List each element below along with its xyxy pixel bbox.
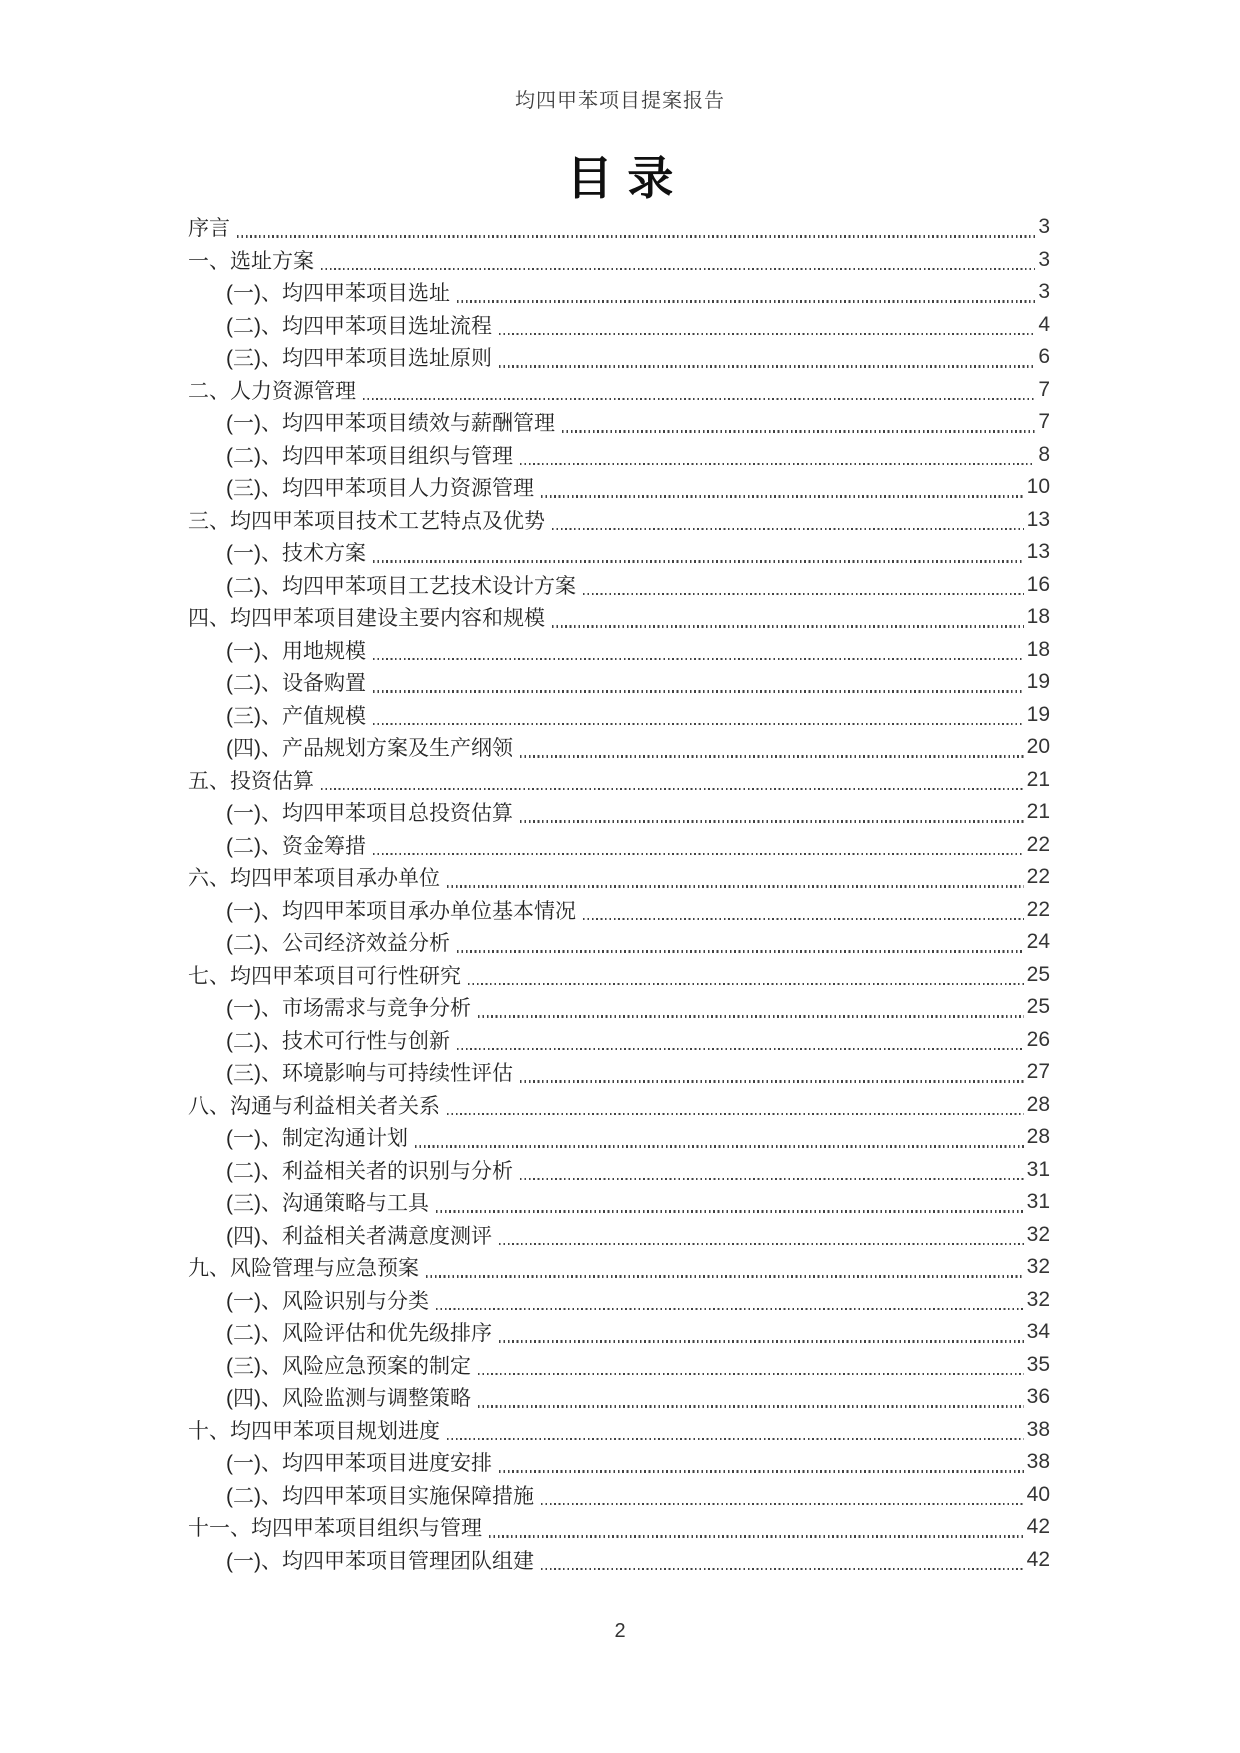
toc-entry[interactable] xyxy=(188,634,1050,667)
toc-dot-leader xyxy=(426,1275,1024,1277)
toc-entry-label: (四)、产品规划方案及生产纲领 xyxy=(226,737,513,761)
toc-dot-leader xyxy=(552,528,1024,530)
toc-entry[interactable] xyxy=(188,1511,1050,1544)
toc-dot-leader xyxy=(520,1178,1024,1180)
toc-entry[interactable] xyxy=(188,1024,1050,1057)
toc-dot-leader xyxy=(436,1210,1024,1212)
toc-entry[interactable] xyxy=(188,601,1050,634)
toc-entry[interactable] xyxy=(188,1089,1050,1122)
toc-dot-leader xyxy=(363,398,1035,400)
toc-entry-label: (三)、风险应急预案的制定 xyxy=(226,1354,471,1378)
toc-entry[interactable] xyxy=(188,764,1050,797)
toc-entry-page: 8 xyxy=(1038,442,1050,466)
toc-entry-page: 22 xyxy=(1026,865,1050,889)
toc-entry-page: 7 xyxy=(1038,377,1050,401)
toc-entry[interactable] xyxy=(188,569,1050,602)
toc-entry[interactable] xyxy=(188,439,1050,472)
toc-dot-leader xyxy=(499,333,1035,335)
toc-entry-label: (二)、均四甲苯项目选址流程 xyxy=(226,314,492,338)
toc-entry-page: 24 xyxy=(1026,930,1050,954)
toc-entry[interactable] xyxy=(188,1186,1050,1219)
toc-entry-label: (二)、均四甲苯项目实施保障措施 xyxy=(226,1484,534,1508)
toc-entry-label: 五、投资估算 xyxy=(188,769,314,793)
toc-entry[interactable] xyxy=(188,1056,1050,1089)
toc-entry-page: 13 xyxy=(1026,540,1050,564)
toc-entry[interactable] xyxy=(188,1446,1050,1479)
toc-entry-page: 25 xyxy=(1026,995,1050,1019)
toc-entry[interactable] xyxy=(188,276,1050,309)
toc-dot-leader xyxy=(520,755,1024,757)
toc-entry-page: 16 xyxy=(1026,572,1050,596)
toc-entry[interactable] xyxy=(188,991,1050,1024)
toc-entry-label: (一)、均四甲苯项目管理团队组建 xyxy=(226,1549,534,1573)
toc-entry-label: (二)、公司经济效益分析 xyxy=(226,932,450,956)
document-header-title: 均四甲苯项目提案报告 xyxy=(515,90,725,112)
toc-entry-label: (四)、利益相关者满意度测评 xyxy=(226,1224,492,1248)
toc-entry[interactable] xyxy=(188,211,1050,244)
toc-entry[interactable] xyxy=(188,1251,1050,1284)
toc-entry[interactable] xyxy=(188,1284,1050,1317)
toc-entry[interactable] xyxy=(188,309,1050,342)
toc-entry-page: 38 xyxy=(1026,1417,1050,1441)
toc-entry-label: (三)、沟通策略与工具 xyxy=(226,1192,429,1216)
toc-entry[interactable] xyxy=(188,504,1050,537)
toc-dot-leader xyxy=(489,1535,1024,1537)
toc-entry[interactable] xyxy=(188,374,1050,407)
toc-entry-page: 18 xyxy=(1026,605,1050,629)
toc-dot-leader xyxy=(373,853,1024,855)
toc-entry-label: (四)、风险监测与调整策略 xyxy=(226,1387,471,1411)
toc-dot-leader xyxy=(520,463,1035,465)
toc-entry-page: 19 xyxy=(1026,702,1050,726)
toc-dot-leader xyxy=(447,1113,1024,1115)
footer-page-number: 2 xyxy=(614,1620,626,1642)
toc-dot-leader xyxy=(373,658,1024,660)
toc-dot-leader xyxy=(520,1080,1024,1082)
toc-title: 目录 xyxy=(566,153,689,204)
toc-entry[interactable] xyxy=(188,1414,1050,1447)
toc-dot-leader xyxy=(457,300,1035,302)
toc-entry-label: (二)、资金筹措 xyxy=(226,834,366,858)
toc-entry[interactable] xyxy=(188,406,1050,439)
toc-entry-label: 九、风险管理与应急预案 xyxy=(188,1257,419,1281)
toc-entry-page: 22 xyxy=(1026,832,1050,856)
toc-dot-leader xyxy=(373,723,1024,725)
toc-entry[interactable] xyxy=(188,959,1050,992)
toc-entry-page: 28 xyxy=(1026,1092,1050,1116)
toc-entry-label: (二)、均四甲苯项目工艺技术设计方案 xyxy=(226,574,576,598)
toc-entry-label: (三)、均四甲苯项目人力资源管理 xyxy=(226,477,534,501)
toc-entry-page: 42 xyxy=(1026,1547,1050,1571)
toc-entry-label: (三)、均四甲苯项目选址原则 xyxy=(226,347,492,371)
toc-dot-leader xyxy=(457,950,1024,952)
toc-dot-leader xyxy=(541,1568,1024,1570)
toc-entry[interactable] xyxy=(188,341,1050,374)
toc-dot-leader xyxy=(520,820,1024,822)
toc-entry-page: 42 xyxy=(1026,1515,1050,1539)
toc-dot-leader xyxy=(373,560,1024,562)
toc-entry-label: 四、均四甲苯项目建设主要内容和规模 xyxy=(188,607,545,631)
toc-entry-page: 7 xyxy=(1038,410,1050,434)
toc-dot-leader xyxy=(478,1015,1024,1017)
toc-entry[interactable] xyxy=(188,471,1050,504)
toc-entry-page: 35 xyxy=(1026,1352,1050,1376)
toc-entry-page: 20 xyxy=(1026,735,1050,759)
toc-entry-page: 28 xyxy=(1026,1125,1050,1149)
toc-dot-leader xyxy=(499,1243,1024,1245)
toc-dot-leader xyxy=(499,1340,1024,1342)
toc-dot-leader xyxy=(321,268,1035,270)
toc-dot-leader xyxy=(583,593,1024,595)
toc-entry-page: 3 xyxy=(1038,215,1050,239)
toc-entry[interactable] xyxy=(188,861,1050,894)
toc-dot-leader xyxy=(321,788,1024,790)
toc-entry[interactable] xyxy=(188,1479,1050,1512)
toc-dot-leader xyxy=(373,690,1024,692)
toc-entry[interactable] xyxy=(188,1219,1050,1252)
toc-list xyxy=(188,211,1050,1576)
toc-entry-label: 八、沟通与利益相关者关系 xyxy=(188,1094,440,1118)
toc-entry-label: 三、均四甲苯项目技术工艺特点及优势 xyxy=(188,509,545,533)
toc-entry[interactable] xyxy=(188,1544,1050,1577)
toc-entry-label: 十一、均四甲苯项目组织与管理 xyxy=(188,1517,482,1541)
toc-entry-label: (一)、市场需求与竞争分析 xyxy=(226,997,471,1021)
toc-dot-leader xyxy=(468,983,1024,985)
toc-entry[interactable] xyxy=(188,731,1050,764)
toc-entry-label: (一)、均四甲苯项目选址 xyxy=(226,282,450,306)
toc-entry-page: 38 xyxy=(1026,1450,1050,1474)
toc-entry[interactable] xyxy=(188,796,1050,829)
toc-entry-label: (一)、用地规模 xyxy=(226,639,366,663)
toc-entry-page: 13 xyxy=(1026,507,1050,531)
toc-entry-page: 6 xyxy=(1038,345,1050,369)
toc-entry-page: 40 xyxy=(1026,1482,1050,1506)
toc-entry-label: (二)、利益相关者的识别与分析 xyxy=(226,1159,513,1183)
toc-dot-leader xyxy=(541,1503,1024,1505)
toc-entry-page: 3 xyxy=(1038,247,1050,271)
toc-entry[interactable] xyxy=(188,666,1050,699)
toc-entry-page: 32 xyxy=(1026,1287,1050,1311)
toc-entry-page: 19 xyxy=(1026,670,1050,694)
toc-entry-page: 22 xyxy=(1026,897,1050,921)
toc-entry-label: 六、均四甲苯项目承办单位 xyxy=(188,867,440,891)
toc-entry[interactable] xyxy=(188,1121,1050,1154)
toc-dot-leader xyxy=(237,235,1035,237)
toc-entry-label: (一)、技术方案 xyxy=(226,542,366,566)
toc-entry-label: (一)、风险识别与分类 xyxy=(226,1289,429,1313)
toc-entry-label: (二)、风险评估和优先级排序 xyxy=(226,1322,492,1346)
toc-dot-leader xyxy=(415,1145,1024,1147)
toc-entry[interactable] xyxy=(188,1154,1050,1187)
toc-dot-leader xyxy=(457,1048,1024,1050)
toc-dot-leader xyxy=(562,430,1035,432)
toc-entry[interactable] xyxy=(188,699,1050,732)
toc-entry-page: 31 xyxy=(1026,1190,1050,1214)
toc-entry-label: (一)、均四甲苯项目总投资估算 xyxy=(226,802,513,826)
toc-entry-label: (三)、环境影响与可持续性评估 xyxy=(226,1062,513,1086)
toc-entry-page: 4 xyxy=(1038,312,1050,336)
toc-entry-page: 32 xyxy=(1026,1222,1050,1246)
toc-entry-page: 3 xyxy=(1038,280,1050,304)
toc-entry-page: 25 xyxy=(1026,962,1050,986)
toc-entry-label: 一、选址方案 xyxy=(188,249,314,273)
toc-entry-label: (一)、制定沟通计划 xyxy=(226,1127,408,1151)
toc-entry[interactable] xyxy=(188,1381,1050,1414)
toc-dot-leader xyxy=(447,1438,1024,1440)
toc-entry-page: 18 xyxy=(1026,637,1050,661)
toc-entry-label: (一)、均四甲苯项目承办单位基本情况 xyxy=(226,899,576,923)
toc-entry-label: (三)、产值规模 xyxy=(226,704,366,728)
toc-entry-label: (一)、均四甲苯项目绩效与薪酬管理 xyxy=(226,412,555,436)
toc-dot-leader xyxy=(583,918,1024,920)
toc-dot-leader xyxy=(478,1373,1024,1375)
toc-dot-leader xyxy=(552,625,1024,627)
toc-entry-page: 21 xyxy=(1026,767,1050,791)
toc-entry-page: 34 xyxy=(1026,1320,1050,1344)
toc-dot-leader xyxy=(436,1308,1024,1310)
toc-entry-label: (二)、技术可行性与创新 xyxy=(226,1029,450,1053)
toc-entry-label: (二)、均四甲苯项目组织与管理 xyxy=(226,444,513,468)
toc-entry-page: 26 xyxy=(1026,1027,1050,1051)
toc-dot-leader xyxy=(478,1405,1024,1407)
toc-entry-page: 27 xyxy=(1026,1060,1050,1084)
toc-entry-label: 序言 xyxy=(188,217,230,241)
toc-dot-leader xyxy=(499,365,1035,367)
toc-entry[interactable] xyxy=(188,894,1050,927)
toc-entry[interactable] xyxy=(188,1316,1050,1349)
toc-entry[interactable] xyxy=(188,1349,1050,1382)
toc-entry-page: 10 xyxy=(1026,475,1050,499)
toc-entry-label: 十、均四甲苯项目规划进度 xyxy=(188,1419,440,1443)
toc-entry-page: 31 xyxy=(1026,1157,1050,1181)
toc-entry[interactable] xyxy=(188,536,1050,569)
toc-entry[interactable] xyxy=(188,829,1050,862)
toc-dot-leader xyxy=(499,1470,1024,1472)
toc-entry-page: 32 xyxy=(1026,1255,1050,1279)
toc-entry-label: 二、人力资源管理 xyxy=(188,379,356,403)
toc-entry-label: (二)、设备购置 xyxy=(226,672,366,696)
toc-entry-page: 36 xyxy=(1026,1385,1050,1409)
toc-entry-label: (一)、均四甲苯项目进度安排 xyxy=(226,1452,492,1476)
toc-dot-leader xyxy=(447,885,1024,887)
toc-dot-leader xyxy=(541,495,1024,497)
toc-entry[interactable] xyxy=(188,926,1050,959)
toc-entry-page: 21 xyxy=(1026,800,1050,824)
toc-entry-label: 七、均四甲苯项目可行性研究 xyxy=(188,964,461,988)
toc-entry[interactable] xyxy=(188,244,1050,277)
